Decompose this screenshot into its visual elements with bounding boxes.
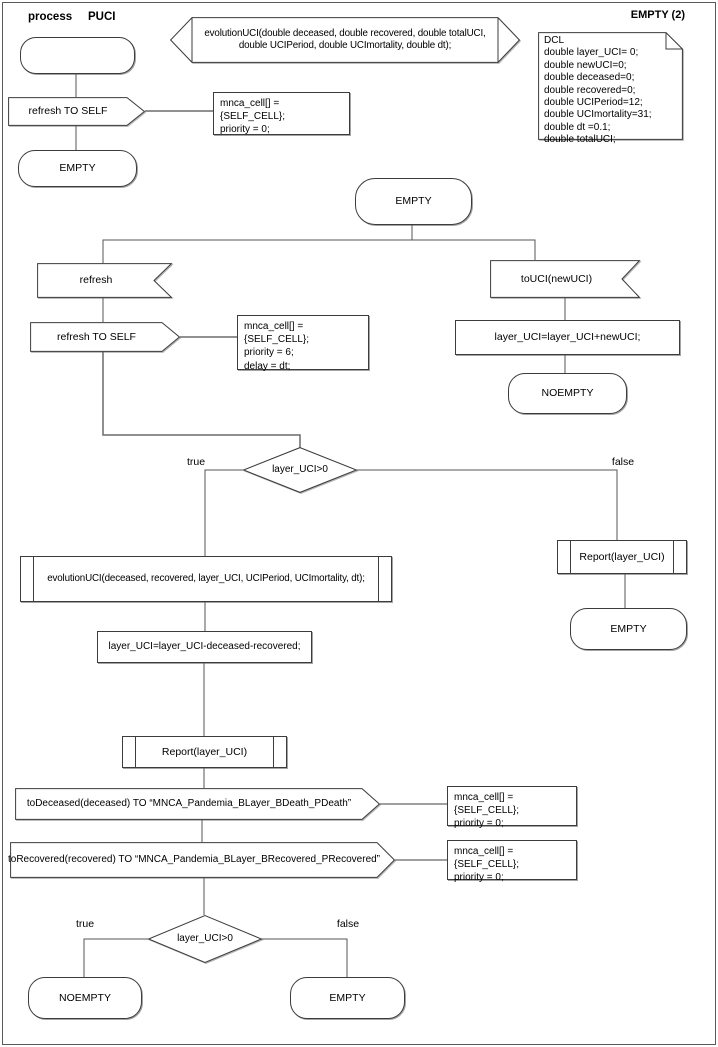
output-refresh-to-self <box>30 322 180 352</box>
state-empty-right <box>570 608 687 650</box>
output-torecovered <box>7 842 395 878</box>
decision-label: layer_UCI>0 <box>272 464 328 476</box>
input-refresh <box>37 263 172 298</box>
procedure-report-left <box>122 736 287 768</box>
task-label: layer_UCI=layer_UCI+newUCI; <box>494 331 641 344</box>
output-label: toDeceased(deceased) TO “MNCA_Pandemia_BLayer_BDeath_PDeath” <box>26 798 352 810</box>
comment-line: mnca_cell[] = {SELF_CELL}; <box>244 321 310 346</box>
state-empty-main <box>355 178 472 225</box>
output-label: refresh TO SELF <box>28 105 108 118</box>
decision-layer-uci-2 <box>148 915 262 963</box>
state-label: EMPTY <box>59 162 96 175</box>
dcl-line: double recovered=0; <box>544 84 636 96</box>
comment-mnca-priority0-recovered <box>447 840 577 884</box>
comment-mnca-priority0-init <box>213 92 350 135</box>
state-empty-bottom <box>290 977 405 1019</box>
comment-line: mnca_cell[] = {SELF_CELL}; <box>454 846 520 871</box>
dcl-line: double totalUCI; <box>544 134 616 146</box>
dcl-line: double layer_UCI= 0; <box>544 47 639 59</box>
output-label: toRecovered(recovered) TO “MNCA_Pandemia_BLayer_BRecovered_PRecovered” <box>7 854 381 866</box>
comment-line: mnca_cell[] = {SELF_CELL}; <box>220 98 286 123</box>
dcl-line: double deceased=0; <box>544 72 635 84</box>
procedure-label: evolutionUCI(deceased, recovered, layer_UCI, UCIPeriod, UCImortality, dt); <box>47 573 365 585</box>
dcl-text <box>538 32 660 147</box>
start-state <box>20 37 135 74</box>
branch-true-label-2: true <box>75 918 95 930</box>
declaration-line-1: evolutionUCI(double deceased, double recovered, double totalUCI, <box>204 28 486 40</box>
task-subtract <box>97 631 312 663</box>
connector-true-1 <box>205 470 243 556</box>
comment-line: priority = 0; <box>454 872 504 884</box>
procedure-declaration <box>170 17 520 63</box>
dcl-line: DCL <box>544 35 565 46</box>
state-label: EMPTY <box>329 991 366 1004</box>
decision-layer-uci-1 <box>243 447 357 493</box>
branch-false-label-1: false <box>611 456 635 468</box>
state-noempty-right <box>508 373 627 414</box>
connector-true-2 <box>84 939 150 977</box>
comment-line: mnca_cell[] = {SELF_CELL}; <box>454 792 520 817</box>
input-label: refresh <box>79 274 113 287</box>
state-label: NOEMPTY <box>59 991 111 1004</box>
procedure-report-right <box>557 540 687 574</box>
procedure-label: Report(layer_UCI) <box>579 550 665 563</box>
output-label: refresh TO SELF <box>57 330 136 343</box>
dcl-line: double newUCI=0; <box>544 59 627 71</box>
input-touci <box>490 260 640 298</box>
connector <box>103 240 535 263</box>
page-instance-label: EMPTY (2) <box>630 9 685 21</box>
dcl-line: double dt =0.1; <box>544 121 611 133</box>
process-keyword-label: process <box>28 11 73 23</box>
input-label: toUCI(newUCI) <box>520 272 593 285</box>
dcl-line: double UCIPeriod=12; <box>544 96 643 108</box>
connector-false-1 <box>357 470 617 540</box>
task-label: layer_UCI=layer_UCI-deceased-recovered; <box>108 641 301 653</box>
output-todeceased <box>15 788 380 820</box>
branch-true-label-1: true <box>186 456 206 468</box>
comment-line: priority = 0; <box>220 124 270 136</box>
comment-line: delay = dt; <box>244 360 291 372</box>
procedure-evolutionuci <box>20 556 392 602</box>
declaration-line-2: double UCIPeriod, double UCImortality, double dt); <box>238 40 452 51</box>
procedure-label: Report(layer_UCI) <box>161 745 248 758</box>
output-refresh-to-self-init <box>8 97 145 126</box>
comment-line: priority = 6; <box>244 347 294 359</box>
state-label: EMPTY <box>610 622 647 635</box>
comment-line: priority = 0; <box>454 818 504 830</box>
process-name-label: PUCI <box>88 11 116 23</box>
declaration-text <box>199 28 490 51</box>
dcl-line: double UCImortality=31; <box>544 109 652 121</box>
comment-mnca-priority6 <box>237 315 369 370</box>
comment-mnca-priority0-deceased <box>447 786 577 830</box>
state-label: NOEMPTY <box>541 387 594 400</box>
decision-label: layer_UCI>0 <box>177 933 233 945</box>
task-add-newuci <box>455 320 680 355</box>
connector-false-2 <box>260 939 347 977</box>
dcl-declarations-note <box>538 32 683 146</box>
state-noempty-bottom <box>28 977 142 1019</box>
state-label: EMPTY <box>395 195 432 208</box>
branch-false-label-2: false <box>336 918 360 930</box>
state-empty-top <box>18 150 137 187</box>
